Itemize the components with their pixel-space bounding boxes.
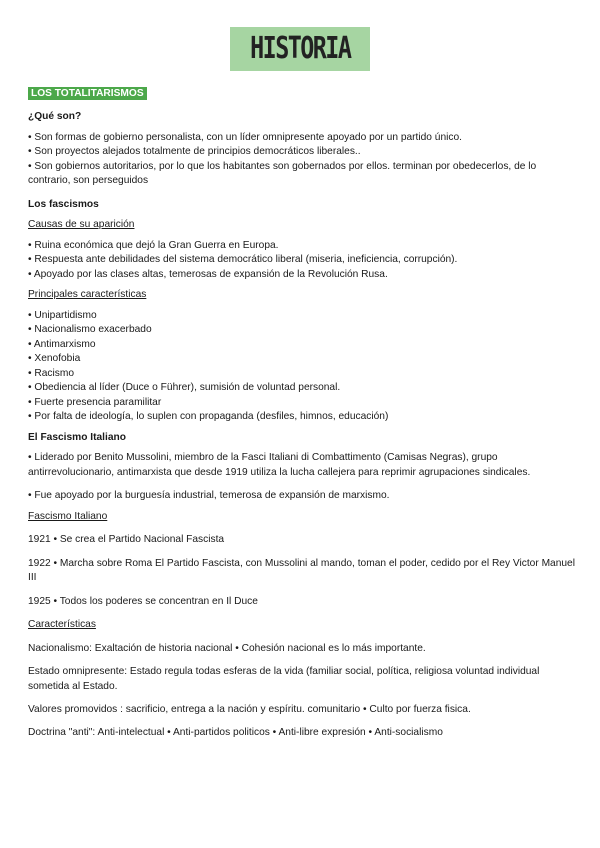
fascismo-italiano-paragraph: • Fue apoyado por la burguesía industrial, temerosa de expansión de marxismo. [28, 490, 390, 502]
que-son-bullet: • Son formas de gobierno personalista, con un líder omnipresente apoyado por un partido único. [28, 131, 462, 143]
caracteristicas-heading: Principales características [28, 289, 147, 301]
fascismo-italiano-paragraph: • Liderado por Benito Mussolini, miembro de la Fasci Italiani di Combattimento (Camisas Negras), grupo antirrevolucionario, antimarxista que desde 1919 utiliza la lucha callejera para reprimir agrupaciones sindicales. [28, 452, 531, 478]
caracteristica-italiana: Nacionalismo: Exaltación de historia nacional • Cohesión nacional es lo más importante. [28, 642, 426, 654]
caracteristica-italiana: Estado omnipresente: Estado regula todas esferas de la vida (familiar social, política, religiosa voluntad individual sometida al Estado. [28, 666, 540, 692]
que-son-bullet: • Son proyectos alejados totalmente de principios democráticos liberales.. [28, 146, 361, 158]
timeline-heading: Fascismo Italiano [28, 510, 108, 522]
que-son-heading: ¿Qué son? [28, 111, 82, 123]
causa-item: • Apoyado por las clases altas, temerosas de expansión de la Revolución Rusa. [28, 268, 388, 280]
timeline-item: 1925 • Todos los poderes se concentran en Il Duce [28, 595, 258, 607]
causas-heading: Causas de su aparición [28, 219, 135, 231]
fascismo-italiano-heading: El Fascismo Italiano [28, 431, 126, 443]
fascismos-heading: Los fascismos [28, 198, 99, 210]
title-area [0, 27, 600, 71]
timeline-item: 1922 • Marcha sobre Roma El Partido Fascista, con Mussolini al mando, toman el poder, cedido por el Rey Victor Manuel III [28, 557, 575, 584]
causa-item: • Respuesta ante debilidades del sistema democrático liberal (miseria, ineficiencia, corrupción). [28, 254, 458, 266]
title-highlight [230, 27, 371, 71]
caracteristica-item: • Unipartidismo [28, 309, 97, 321]
section-label: LOS TOTALITARISMOS [28, 87, 147, 100]
caracteristica-item: • Fuerte presencia paramilitar [28, 396, 162, 408]
content [28, 87, 576, 741]
page-title: HISTORIA [249, 31, 351, 66]
caracteristica-item: • Antimarxismo [28, 338, 96, 350]
caracteristica-italiana: Doctrina "anti": Anti-intelectual • Anti-partidos politicos • Anti-libre expresión • Anti-socialismo [28, 727, 443, 739]
que-son-bullet: • Son gobiernos autoritarios, por lo que los habitantes son gobernados por ellos. terminan por obedecerlos, de lo contrario, son perseguidos [28, 160, 537, 187]
caracteristica-item: • Por falta de ideología, lo suplen con propaganda (desfiles, himnos, educación) [28, 411, 389, 423]
caracteristica-italiana: Valores promovidos : sacrificio, entrega a la nación y espíritu. comunitario • Culto por fuerza fisica. [28, 703, 471, 715]
caracteristica-item: • Xenofobia [28, 353, 81, 365]
causa-item: • Ruina económica que dejó la Gran Guerra en Europa. [28, 239, 279, 251]
caracteristica-item: • Racismo [28, 367, 75, 379]
timeline-item: 1921 • Se crea el Partido Nacional Fascista [28, 534, 225, 546]
caracteristica-item: • Obediencia al líder (Duce o Führer), sumisión de voluntad personal. [28, 382, 341, 394]
caracteristicas-italianas-heading: Características [28, 619, 96, 631]
caracteristica-item: • Nacionalismo exacerbado [28, 324, 152, 336]
